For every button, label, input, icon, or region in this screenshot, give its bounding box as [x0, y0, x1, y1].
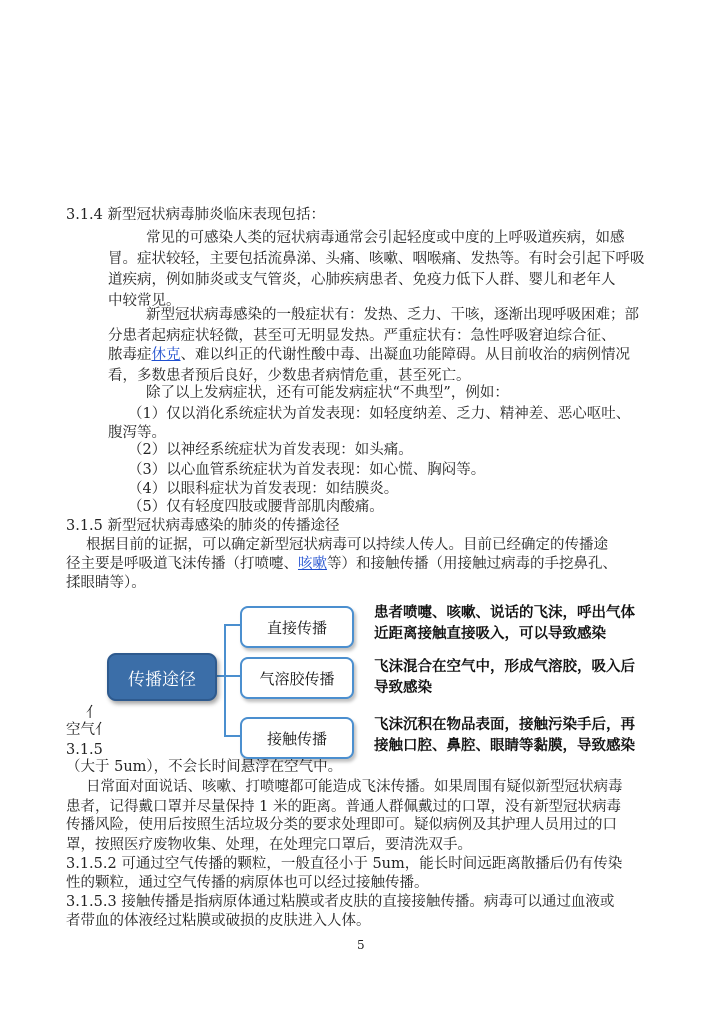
- branch-description: [374, 657, 635, 699]
- paragraph-line: 分患者起病症状轻微，甚至可无明显发热。严重症状有：急性呼吸窘迫综合征、: [108, 328, 616, 344]
- partial-text: 亻: [86, 705, 101, 721]
- partial-text: 3.1.5: [66, 742, 103, 758]
- text: 径主要是呼吸道飞沫传播（打喷嚏、: [66, 556, 298, 572]
- cough-link[interactable]: 咳嗽: [298, 556, 327, 572]
- list-item: （5）仅有轻度四肢或腰背部肌肉酸痛。: [128, 499, 384, 515]
- branch-box-contact: 接触传播: [240, 717, 354, 759]
- paragraph-line: 冒。症状较轻，主要包括流鼻涕、头痛、咳嗽、咽喉痛、发热等。有时会引起下呼吸: [108, 251, 645, 267]
- branch-description: [374, 603, 635, 645]
- text: 、难以纠正的代谢性酸中毒、出凝血功能障碍。从目前收治的病例情况: [180, 347, 630, 363]
- paragraph-line: 性的颗粒，通过空气传播的病原体也可以经过接触传播。: [66, 875, 429, 891]
- page-number: 5: [357, 938, 365, 952]
- paragraph-line: 看，多数患者预后良好，少数患者病情危重，甚至死亡。: [108, 368, 471, 384]
- paragraph-line: 新型冠状病毒感染的一般症状有：发热、乏力、干咳，逐渐出现呼吸困难；部: [146, 307, 639, 323]
- description-line: 近距离接触直接吸入，可以导致感染: [374, 626, 606, 642]
- shock-link[interactable]: 休克: [151, 347, 181, 363]
- paragraph-line: 常见的可感染人类的冠状病毒通常会引起轻度或中度的上呼吸道疾病，如感: [146, 230, 625, 246]
- paragraph-line: 除了以上发病症状，还有可能发病症状“不典型”，例如：: [146, 385, 509, 401]
- paragraph-line: 3.1.5.2 可通过空气传播的颗粒，一般直径小于 5um，能长时间远距离散播后仍有传染: [66, 856, 623, 872]
- partial-text: （大于 5um），不会长时间悬浮在空气中。: [66, 759, 343, 775]
- description-line: 飞沫混合在空气中，形成气溶胶，吸入后: [374, 659, 635, 675]
- list-item: （2）以神经系统症状为首发表现：如头痛。: [128, 442, 413, 458]
- text: 脓毒症: [108, 347, 152, 363]
- description-line: 飞沫沉积在物品表面，接触污染手后，再: [374, 717, 635, 733]
- paragraph-line: 揉眼睛等）。: [66, 575, 146, 591]
- list-item: （3）以心血管系统症状为首发表现：如心慌、胸闷等。: [128, 462, 486, 478]
- text: 等）和接触传播（用接触过病毒的手挖鼻孔、: [327, 556, 617, 572]
- paragraph-line: 道疾病，例如肺炎或支气管炎，心肺疾病患者、免疫力低下人群、婴儿和老年人: [108, 272, 616, 288]
- paragraph-line: 中较常见。: [108, 293, 181, 309]
- list-item: 腹泻等。: [108, 425, 166, 441]
- description-line: 接触口腔、鼻腔、眼睛等黏膜，导致感染: [374, 738, 635, 754]
- paragraph-line: 日常面对面说话、咳嗽、打喷嚏都可能造成飞沫传播。如果周围有疑似新型冠状病毒: [86, 779, 623, 795]
- connector-line: [225, 625, 240, 676]
- paragraph-line: 者带血的体液经过粘膜或破损的皮肤进入人体。: [66, 913, 371, 929]
- paragraph-line: 根据目前的证据，可以确定新型冠状病毒可以持续人传人。目前已经确定的传播途: [86, 537, 608, 553]
- paragraph-line: 罩，按照医疗废物收集、处理，在处理完口罩后，要清洗双手。: [66, 837, 472, 853]
- section-heading: 3.1.4 新型冠状病毒肺炎临床表现包括：: [66, 207, 326, 223]
- main-box: 传播途径: [107, 653, 217, 701]
- paragraph-line: 传播风险，使用后按照生活垃圾分类的要求处理即可。疑似病例及其护理人员用过的口: [66, 817, 617, 833]
- branch-box-aerosol: 气溶胶传播: [240, 657, 354, 699]
- list-item: （4）以眼科症状为首发表现：如结膜炎。: [128, 481, 399, 497]
- partial-text: 空气亻: [66, 722, 110, 738]
- connector-line: [225, 676, 240, 736]
- paragraph-line: 患者，记得戴口罩并尽量保持 1 米的距离。普通人群佩戴过的口罩，没有新型冠状病毒: [66, 799, 621, 815]
- list-item: （1）仅以消化系统症状为首发表现：如轻度纳差、乏力、精神差、恶心呕吐、: [128, 406, 631, 422]
- paragraph-line: 3.1.5.3 接触传播是指病原体通过粘膜或者皮肤的直接接触传播。病毒可以通过血液或: [66, 894, 615, 910]
- description-line: 患者喷嚏、咳嗽、说话的飞沫，呼出气体: [374, 605, 635, 621]
- branch-box-direct: 直接传播: [240, 606, 354, 648]
- branch-description: [374, 715, 635, 757]
- description-line: 导致感染: [374, 680, 432, 696]
- section-heading: 3.1.5 新型冠状病毒感染的肺炎的传播途径: [66, 518, 340, 534]
